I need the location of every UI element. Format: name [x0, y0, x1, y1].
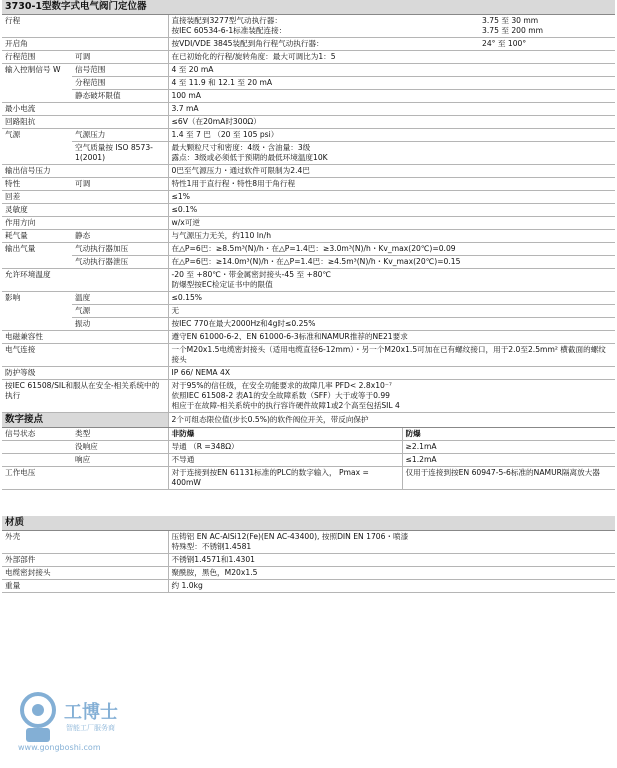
section-desc: 2个可组态限位值(步长0.5%)的软件阀位开关，带反向保护 — [168, 413, 615, 428]
row-ambient-temp — [2, 269, 615, 292]
row-label: 防护等级 — [2, 367, 168, 380]
row-sublabel: 类型 — [72, 428, 168, 441]
row-value — [168, 380, 615, 413]
row-sublabel: 气源 — [72, 305, 168, 318]
row-value: 1.4 至 7 巴 （20 至 105 psi） — [168, 129, 615, 142]
row-label: 灵敏度 — [2, 204, 72, 217]
row-label: 最小电流 — [2, 103, 72, 116]
row-value: 按IEC 770在最大2000Hz和4g时≤0.25% — [168, 318, 615, 331]
row-housing — [2, 531, 615, 554]
row-value: 对于连接到按EN 61131标准的PLC的数字输入， Pmax = 400mW — [168, 467, 402, 490]
row-label: 电气连接 — [2, 344, 168, 367]
row-label: 回差 — [2, 191, 72, 204]
row-label: 行程 — [2, 15, 72, 38]
row-external — [2, 554, 615, 567]
row-emc — [2, 331, 615, 344]
watermark-logo — [6, 684, 136, 754]
row-signal-type — [2, 428, 615, 441]
row-electrical — [2, 344, 615, 367]
watermark-url: www.gongboshi.com — [18, 743, 101, 752]
row-value-ex: ≥2.1mA — [402, 441, 615, 454]
row-value — [168, 15, 615, 38]
opening-text: 按VDI/VDE 3845装配到角行程气动执行器： — [171, 39, 324, 48]
row-label: 输出气量 — [2, 243, 72, 269]
row-value: 特性1用于直行程・特性8用于角行程 — [168, 178, 615, 191]
row-value — [168, 269, 615, 292]
section-title: 3730-1型数字式电气阀门定位器 — [2, 0, 615, 15]
row-label: 输入控制信号 W — [2, 64, 72, 103]
row-air-output-exhaust — [2, 256, 615, 269]
section-title: 数字接点 — [2, 413, 168, 428]
sil-line-2: 依照IEC 61508-2 表A1的安全故障系数（SFF）大于或等于0.99 — [171, 391, 390, 400]
row-value: 约 1.0kg — [168, 580, 615, 593]
row-value: 在△P=6巴：≥14.0m³(N)/h・在△P=1.4巴：≥4.5m³(N)/h・Kv_max(20℃)=0.15 — [168, 256, 615, 269]
stroke-iec-range: 3.75 至 200 mm — [482, 26, 544, 35]
row-sublabel: 温度 — [72, 292, 168, 305]
row-sublabel: 气动执行器加压 — [72, 243, 168, 256]
housing-line-1: 压铸铝 EN AC-AlSi12(Fe)(EN AC-43400), 按照DIN EN 1706・喷漆 — [171, 532, 409, 541]
row-value: ≤0.1% — [168, 204, 615, 217]
row-sublabel: 振动 — [72, 318, 168, 331]
row-value: 在已初始化的行程/旋转角度：最大可调比为1：5 — [168, 51, 615, 64]
row-sublabel: 没响应 — [72, 441, 168, 454]
row-label: 回路阻抗 — [2, 116, 72, 129]
row-label: 行程范围 — [2, 51, 72, 64]
robot-icon — [6, 684, 136, 754]
row-air-pressure — [2, 129, 615, 142]
ambient-line-2: 防爆型按EC检定证书中的限值 — [171, 280, 273, 289]
row-value — [168, 142, 615, 165]
row-output — [2, 165, 615, 178]
row-influence-vibration — [2, 318, 615, 331]
row-value: ≤6V（在20mA时300Ω） — [168, 116, 615, 129]
row-label: 按IEC 61508/SIL和服从在安全-相关系统中的执行 — [2, 380, 168, 413]
row-label: 电缆密封接头 — [2, 567, 168, 580]
row-label: 输出信号压力 — [2, 165, 168, 178]
row-sublabel: 静态 — [72, 230, 168, 243]
spec-table — [2, 0, 615, 413]
row-sublabel: 静态破坏限值 — [72, 90, 168, 103]
row-sublabel: 分程范围 — [72, 77, 168, 90]
row-min-current — [2, 103, 615, 116]
col-header-ex: 防爆 — [402, 428, 615, 441]
row-influence-air — [2, 305, 615, 318]
air-quality-line-2: 露点：3级或必须低于预期的最低环境温度10K — [171, 153, 328, 162]
row-value-ex: 仅用于连接到按EN 60947-5-6标准的NAMUR隔离放大器 — [402, 467, 615, 490]
row-value: w/x可逆 — [168, 217, 615, 230]
row-value: 3.7 mA — [168, 103, 615, 116]
opening-range: 24° 至 100° — [482, 39, 527, 48]
row-direction — [2, 217, 615, 230]
watermark-sub: 智能工厂服务商 — [66, 724, 115, 732]
row-characteristic — [2, 178, 615, 191]
row-consumption — [2, 230, 615, 243]
row-operating-voltage — [2, 467, 615, 490]
ambient-line-1: -20 至 +80℃・带金属密封接头-45 至 +80℃ — [171, 270, 332, 279]
row-label: 作用方向 — [2, 217, 72, 230]
row-sublabel: 空气质量按 ISO 8573-1(2001) — [72, 142, 168, 165]
row-air-quality — [2, 142, 615, 165]
row-influence-temp — [2, 292, 615, 305]
row-response — [2, 454, 615, 467]
row-value: IP 66/ NEMA 4X — [168, 367, 615, 380]
section-title: 材质 — [2, 516, 615, 531]
row-value-ex: ≤1.2mA — [402, 454, 615, 467]
row-value: 与气源压力无关，约110 ln/h — [168, 230, 615, 243]
digital-contacts-table — [2, 413, 615, 516]
sil-line-3: 相应于在故障-相关系统中的执行容许硬件故障1或2个高至包括SIL 4 — [171, 401, 400, 410]
row-value: 聚酰胺，黑色，M20x1.5 — [168, 567, 615, 580]
row-label: 开启角 — [2, 38, 72, 51]
row-sublabel: 气源压力 — [72, 129, 168, 142]
row-opening-angle — [2, 38, 615, 51]
row-sensitivity — [2, 204, 615, 217]
row-sublabel: 可调 — [72, 51, 168, 64]
row-label: 外壳 — [2, 531, 168, 554]
section-header-digital — [2, 413, 615, 428]
row-no-response — [2, 441, 615, 454]
row-input-range — [2, 64, 615, 77]
row-value: 在△P=6巴：≥8.5m³(N)/h・在△P=1.4巴：≥3.0m³(N)/h・Kv_max(20℃)=0.09 — [168, 243, 615, 256]
row-label: 特性 — [2, 178, 72, 191]
section-header-materials — [2, 516, 615, 531]
row-label: 外部部件 — [2, 554, 168, 567]
row-stroke — [2, 15, 615, 38]
materials-table — [2, 516, 615, 593]
row-label: 重量 — [2, 580, 168, 593]
row-value: 0巴至气源压力・通过软件可限制为2.4巴 — [168, 165, 615, 178]
row-value: 不导通 — [168, 454, 402, 467]
spec-sheet — [2, 0, 615, 593]
row-sublabel: 信号范围 — [72, 64, 168, 77]
row-label: 信号状态 — [2, 428, 72, 441]
row-value: 4 至 20 mA — [168, 64, 615, 77]
row-value: 不锈钢1.4571和1.4301 — [168, 554, 615, 567]
stroke-iec-text: 按IEC 60534-6-1标准装配连接： — [171, 26, 287, 35]
watermark-text: 工博士 — [64, 702, 118, 723]
row-cable-gland — [2, 567, 615, 580]
section-header-positioner — [2, 0, 615, 15]
stroke-direct-range: 3.75 至 30 mm — [482, 16, 539, 25]
row-input-limit — [2, 90, 615, 103]
sil-line-1: 对于95%的信任级，在安全功能要求的故障几率 PFD< 2.8x10⁻⁷ — [171, 381, 392, 390]
row-value: 100 mA — [168, 90, 615, 103]
col-header-non-ex: 非防爆 — [168, 428, 402, 441]
row-value: ≤1% — [168, 191, 615, 204]
row-hysteresis — [2, 191, 615, 204]
row-value: 导通 （R =348Ω） — [168, 441, 402, 454]
row-label: 工作电压 — [2, 467, 168, 490]
row-value: 无 — [168, 305, 615, 318]
row-label: 耗气量 — [2, 230, 72, 243]
row-value — [168, 531, 615, 554]
housing-line-2: 特殊型：不锈钢1.4581 — [171, 542, 252, 551]
air-quality-line-1: 最大颗粒尺寸和密度：4级・含油量：3级 — [171, 143, 311, 152]
row-sublabel: 响应 — [72, 454, 168, 467]
row-value: 4 至 11.9 和 12.1 至 20 mA — [168, 77, 615, 90]
row-weight — [2, 580, 615, 593]
row-sublabel: 可调 — [72, 178, 168, 191]
row-value: ≤0.15% — [168, 292, 615, 305]
row-value: 遵守EN 61000-6-2、EN 61000-6-3标准和NAMUR推荐的NE21要求 — [168, 331, 615, 344]
row-sil — [2, 380, 615, 413]
row-protection — [2, 367, 615, 380]
row-air-output-supply — [2, 243, 615, 256]
row-label: 允许环境温度 — [2, 269, 168, 292]
row-label: 影响 — [2, 292, 72, 331]
row-travel-range — [2, 51, 615, 64]
row-input-split — [2, 77, 615, 90]
row-value — [168, 38, 615, 51]
row-value: 一个M20x1.5电缆密封接头（适用电缆直径6-12mm）・另一个M20x1.5可加在已有螺纹接口，用于2.0至2.5mm² 横截面的螺纹接头 — [168, 344, 615, 367]
row-loop-impedance — [2, 116, 615, 129]
stroke-direct-text: 直接装配到3277型气动执行器： — [171, 16, 282, 25]
row-label: 电磁兼容性 — [2, 331, 168, 344]
row-sublabel: 气动执行器泄压 — [72, 256, 168, 269]
row-label: 气源 — [2, 129, 72, 165]
